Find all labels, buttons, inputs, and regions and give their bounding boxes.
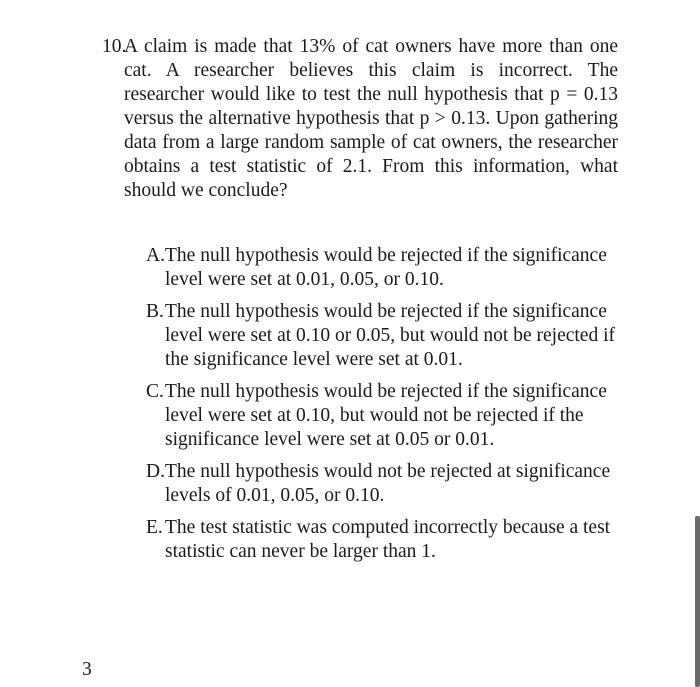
choice-letter: A.	[146, 245, 165, 266]
choice-e[interactable]	[146, 516, 616, 564]
scrollbar[interactable]	[695, 516, 700, 687]
choice-a[interactable]	[146, 244, 616, 292]
choice-b[interactable]	[146, 300, 616, 372]
choice-text: The null hypothesis would not be rejected at significance levels of 0.01, 0.05, or 0.10.	[165, 461, 611, 506]
choice-text: The null hypothesis would be rejected if the significance level were set at 0.10 or 0.05, but would not be rejected if the significance level were set at 0.01.	[165, 301, 615, 370]
choice-letter: C.	[146, 381, 164, 402]
choice-d[interactable]	[146, 460, 616, 508]
choice-text: The null hypothesis would be rejected if the significance level were set at 0.10, but would not be rejected if the significance level were set at 0.05 or 0.01.	[165, 381, 607, 450]
choice-text: The null hypothesis would be rejected if the significance level were set at 0.01, 0.05, or 0.10.	[165, 245, 607, 290]
answer-choices	[146, 244, 616, 572]
page-number: 3	[82, 659, 92, 680]
question-block	[102, 35, 618, 203]
choice-letter: D.	[146, 461, 165, 482]
choice-c[interactable]	[146, 380, 616, 452]
question-number: 10.	[102, 36, 127, 57]
question-text: A claim is made that 13% of cat owners have more than one cat. A researcher believes this claim is incorrect. The researcher would like to test the null hypothesis that p = 0.13 versus the alternative hypothesis that p > 0.13. Upon gathering data from a large random sample of cat owners, the researcher obtains a test statistic of 2.1. From this information, what should we conclude?	[124, 36, 618, 201]
choice-text: The test statistic was computed incorrectly because a test statistic can never be larger than 1.	[165, 517, 611, 562]
choice-letter: E.	[146, 517, 163, 538]
choice-letter: B.	[146, 301, 164, 322]
